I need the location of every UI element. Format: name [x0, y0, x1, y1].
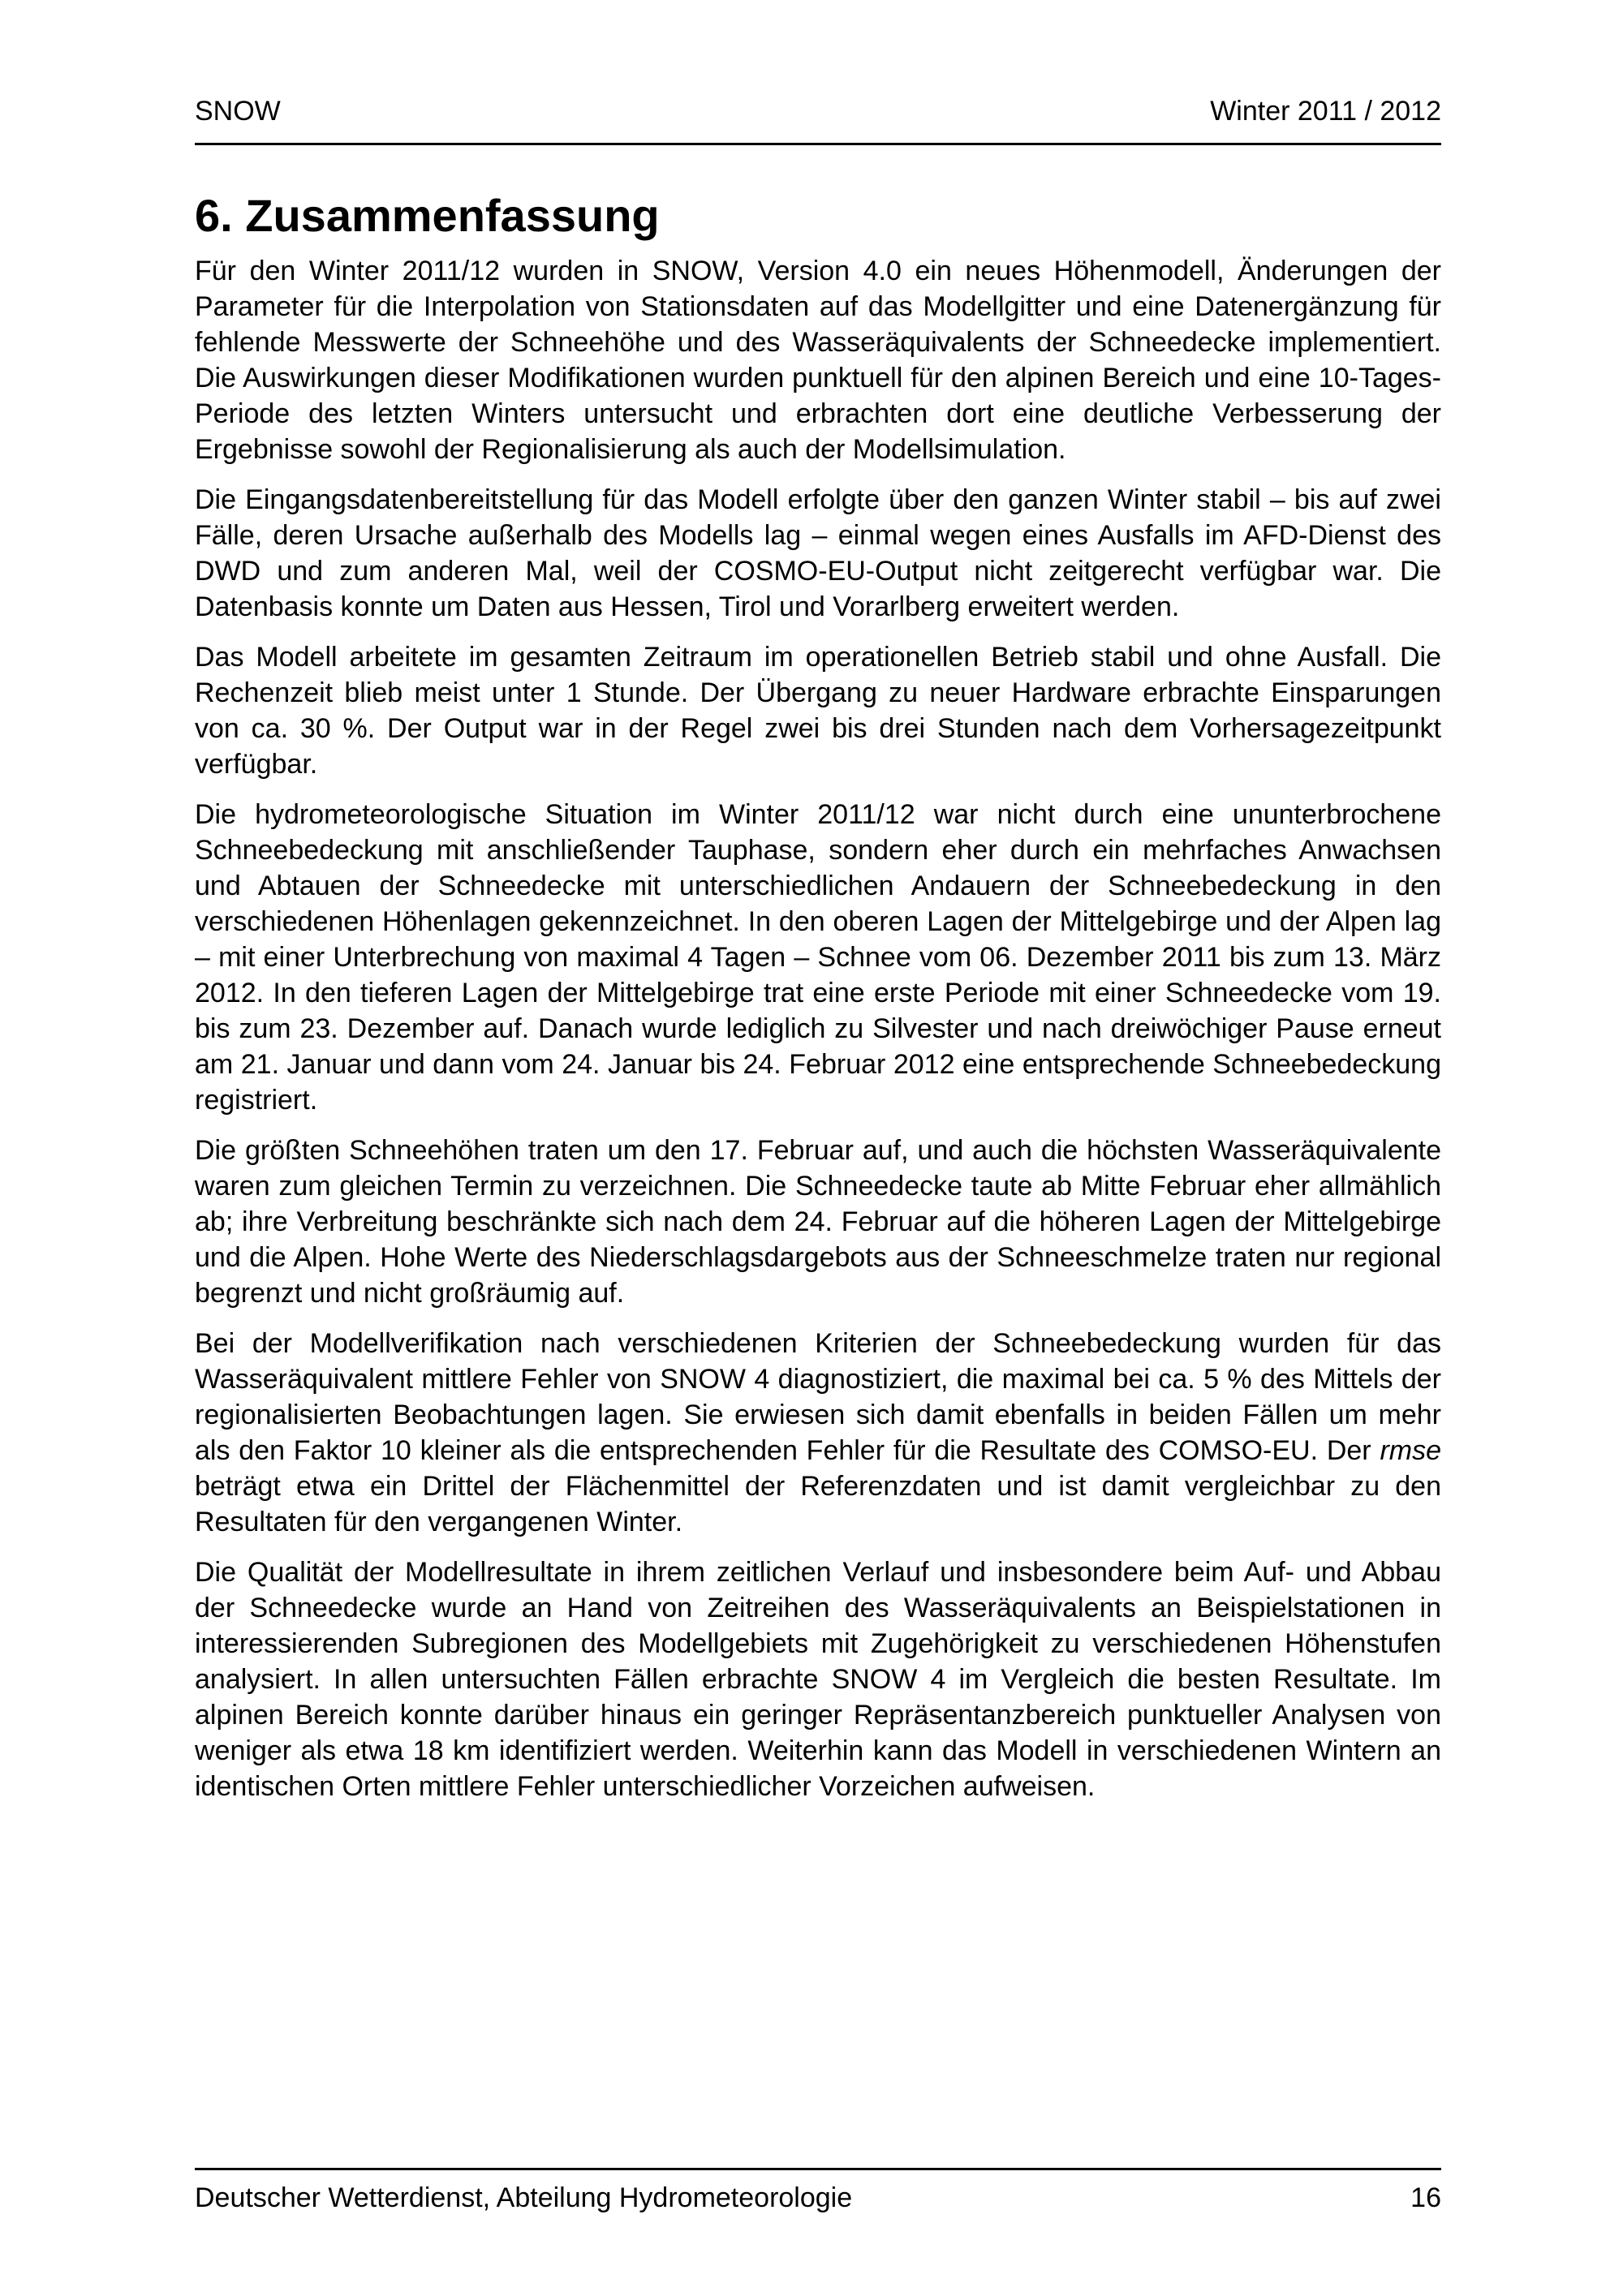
header-left: SNOW — [195, 96, 281, 127]
footer-divider — [195, 2168, 1441, 2170]
paragraph-4: Die hydrometeorologische Situation im Winter 2011/12 war nicht durch eine ununterbrochene Schneebedeckung mit anschließender Tauphase, sondern eher durch ein mehrfaches Anwachsen und Abtauen der Schneedecke mit unterschiedlichen Andauern der Schneebedeckung in den verschiedenen Höhenlagen gekennzeichnet. In den oberen Lagen der Mittelgebirge und der Alpen lag – mit einer Unterbrechung von maximal 4 Tagen – Schnee vom 06. Dezember 2011 bis zum 13. März 2012. In den tieferen Lagen der Mittelgebirge trat eine erste Periode mit einer Schneedecke vom 19. bis zum 23. Dezember auf. Danach wurde lediglich zu Silvester und nach dreiwöchiger Pause erneut am 21. Januar und dann vom 24. Januar bis 24. Februar 2012 eine entsprechende Schneebedeckung registriert. — [195, 799, 1441, 1116]
header-right: Winter 2011 / 2012 — [1210, 96, 1441, 127]
page-number: 16 — [1410, 2182, 1441, 2213]
page-header — [195, 96, 1441, 128]
paragraph-7: Die Qualität der Modellresultate in ihrem zeitlichen Verlauf und insbesondere beim Auf- und Abbau der Schneedecke wurde an Hand von Zeitreihen des Wasseräquivalents an Beispielstationen in interessierenden Subregionen des Modellgebiets mit Zugehörigkeit zu verschiedenen Höhenstufen analysiert. In allen untersuchten Fällen erbrachte SNOW 4 im Vergleich die besten Resultate. Im alpinen Bereich konnte darüber hinaus ein geringer Repräsentanzbereich punktueller Analysen von weniger als etwa 18 km identifiziert werden. Weiterhin kann das Modell in verschiedenen Wintern an identischen Orten mittlere Fehler unterschiedlicher Vorzeichen aufweisen. — [195, 1557, 1441, 1802]
page-footer — [195, 2182, 1441, 2215]
body-text — [195, 253, 1441, 1819]
paragraph-3: Das Modell arbeitete im gesamten Zeitraum im operationellen Betrieb stabil und ohne Ausfall. Die Rechenzeit blieb meist unter 1 Stunde. Der Übergang zu neuer Hardware erbrachte Einsparungen von ca. 30 %. Der Output war in der Regel zwei bis drei Stunden nach dem Vorhersagezeitpunkt verfügbar. — [195, 642, 1441, 780]
paragraph-1: Für den Winter 2011/12 wurden in SNOW, Version 4.0 ein neues Höhenmodell, Änderungen der Parameter für die Interpolation von Stationsdaten auf das Modellgitter und eine Datenergänzung für fehlende Messwerte der Schneehöhe und des Wasseräquivalents der Schneedecke implementiert. Die Auswirkungen dieser Modifikationen wurden punktuell für den alpinen Bereich und eine 10-Tages-Periode des letzten Winters untersucht und erbrachten dort eine deutliche Verbesserung der Ergebnisse sowohl der Regionalisierung als auch der Modellsimulation. — [195, 256, 1441, 465]
rmse-term: rmse — [1380, 1435, 1441, 1466]
header-divider — [195, 143, 1441, 145]
paragraph-6-before: Bei der Modellverifikation nach verschiedenen Kriterien der Schneebedeckung wurden für das Wasseräquivalent mittlere Fehler von SNOW 4 diagnostiziert, die maximal bei ca. 5 % des Mittels der regionalisierten Beobachtungen lagen. Sie erwiesen sich damit ebenfalls in beiden Fällen um mehr als den Faktor 10 kleiner als die entsprechenden Fehler für die Resultate des COMSO-EU. Der — [195, 1328, 1441, 1466]
paragraph-6-after: beträgt etwa ein Drittel der Flächenmittel der Referenzdaten und ist damit vergleichbar zu den Resultaten für den vergangenen Winter. — [195, 1471, 1441, 1537]
footer-publisher: Deutscher Wetterdienst, Abteilung Hydrometeorologie — [195, 2182, 853, 2213]
paragraph-6 — [195, 1326, 1441, 1540]
section-title: 6. Zusammenfassung — [195, 190, 660, 241]
paragraph-5: Die größten Schneehöhen traten um den 17. Februar auf, und auch die höchsten Wasseräquivalente waren zum gleichen Termin zu verzeichnen. Die Schneedecke taute ab Mitte Februar eher allmählich ab; ihre Verbreitung beschränkte sich nach dem 24. Februar auf die höheren Lagen der Mittelgebirge und die Alpen. Hohe Werte des Niederschlagsdargebots aus der Schneeschmelze traten nur regional begrenzt und nicht großräumig auf. — [195, 1135, 1441, 1309]
paragraph-2: Die Eingangsdatenbereitstellung für das Modell erfolgte über den ganzen Winter stabil – bis auf zwei Fälle, deren Ursache außerhalb des Modells lag – einmal wegen eines Ausfalls im AFD-Dienst des DWD und zum anderen Mal, weil der COSMO-EU-Output nicht zeitgerecht verfügbar war. Die Datenbasis konnte um Daten aus Hessen, Tirol und Vorarlberg erweitert werden. — [195, 484, 1441, 622]
